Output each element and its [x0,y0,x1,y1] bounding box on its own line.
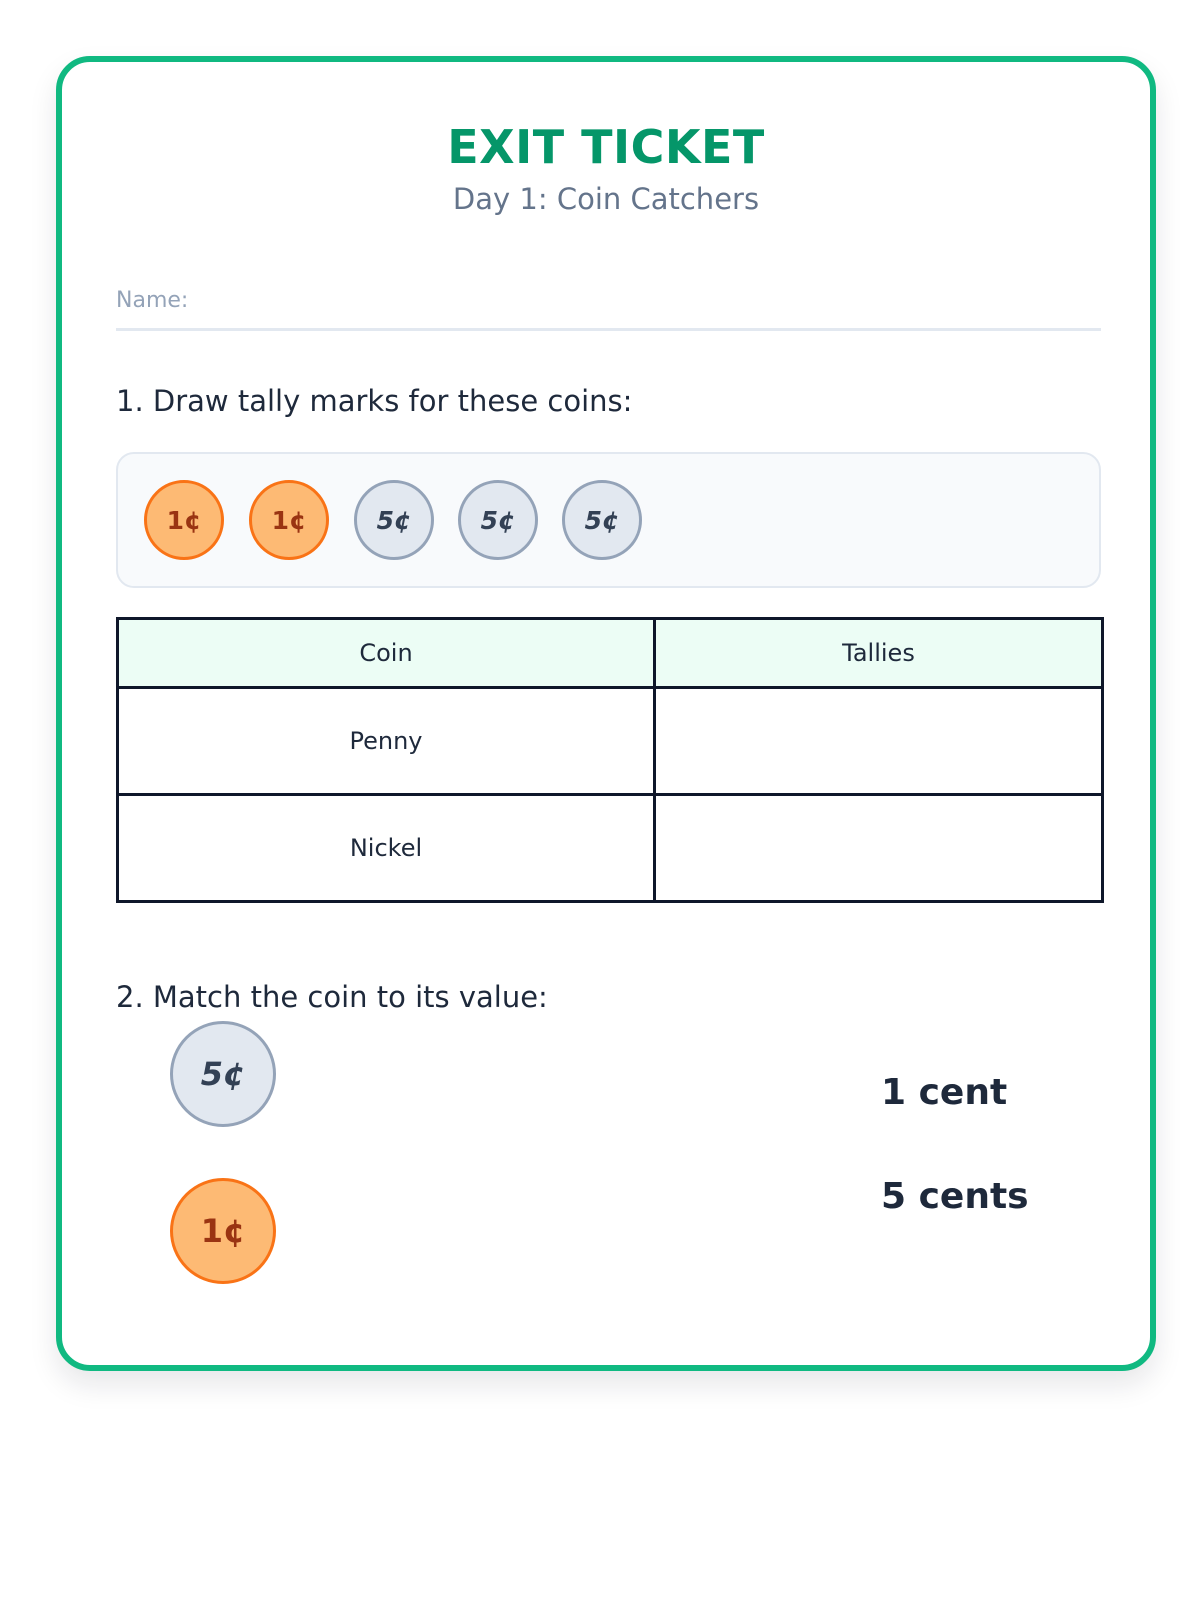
coin-name-cell: Penny [118,688,655,795]
column-header-coin: Coin [118,619,655,688]
page-subtitle: Day 1: Coin Catchers [452,182,760,216]
name-field[interactable] [116,286,1101,331]
nickel-coin: 5¢ [562,480,642,560]
exit-ticket-card [56,56,1156,1371]
penny-coin: 1¢ [249,480,329,560]
match-nickel-coin[interactable]: 5¢ [170,1021,276,1127]
tallies-cell[interactable] [655,688,1103,795]
question-1-prompt: 1. Draw tally marks for these coins: [116,384,633,418]
penny-coin: 1¢ [144,480,224,560]
tallies-cell[interactable] [655,795,1103,902]
match-penny-coin[interactable]: 1¢ [170,1178,276,1284]
value-label-5-cents[interactable]: 5 cents [881,1176,1029,1217]
question-2-prompt: 2. Match the coin to its value: [116,980,548,1014]
table-row [118,688,1103,795]
page-title: EXIT TICKET [447,120,765,174]
coin-name-cell: Nickel [118,795,655,902]
value-label-1-cent[interactable]: 1 cent [881,1072,1008,1113]
nickel-coin: 5¢ [458,480,538,560]
tally-table [116,617,1104,903]
name-label: Name: [116,288,189,313]
column-header-tallies: Tallies [655,619,1103,688]
table-row [118,795,1103,902]
coin-tray [116,452,1101,588]
table-header-row [118,619,1103,688]
nickel-coin: 5¢ [354,480,434,560]
